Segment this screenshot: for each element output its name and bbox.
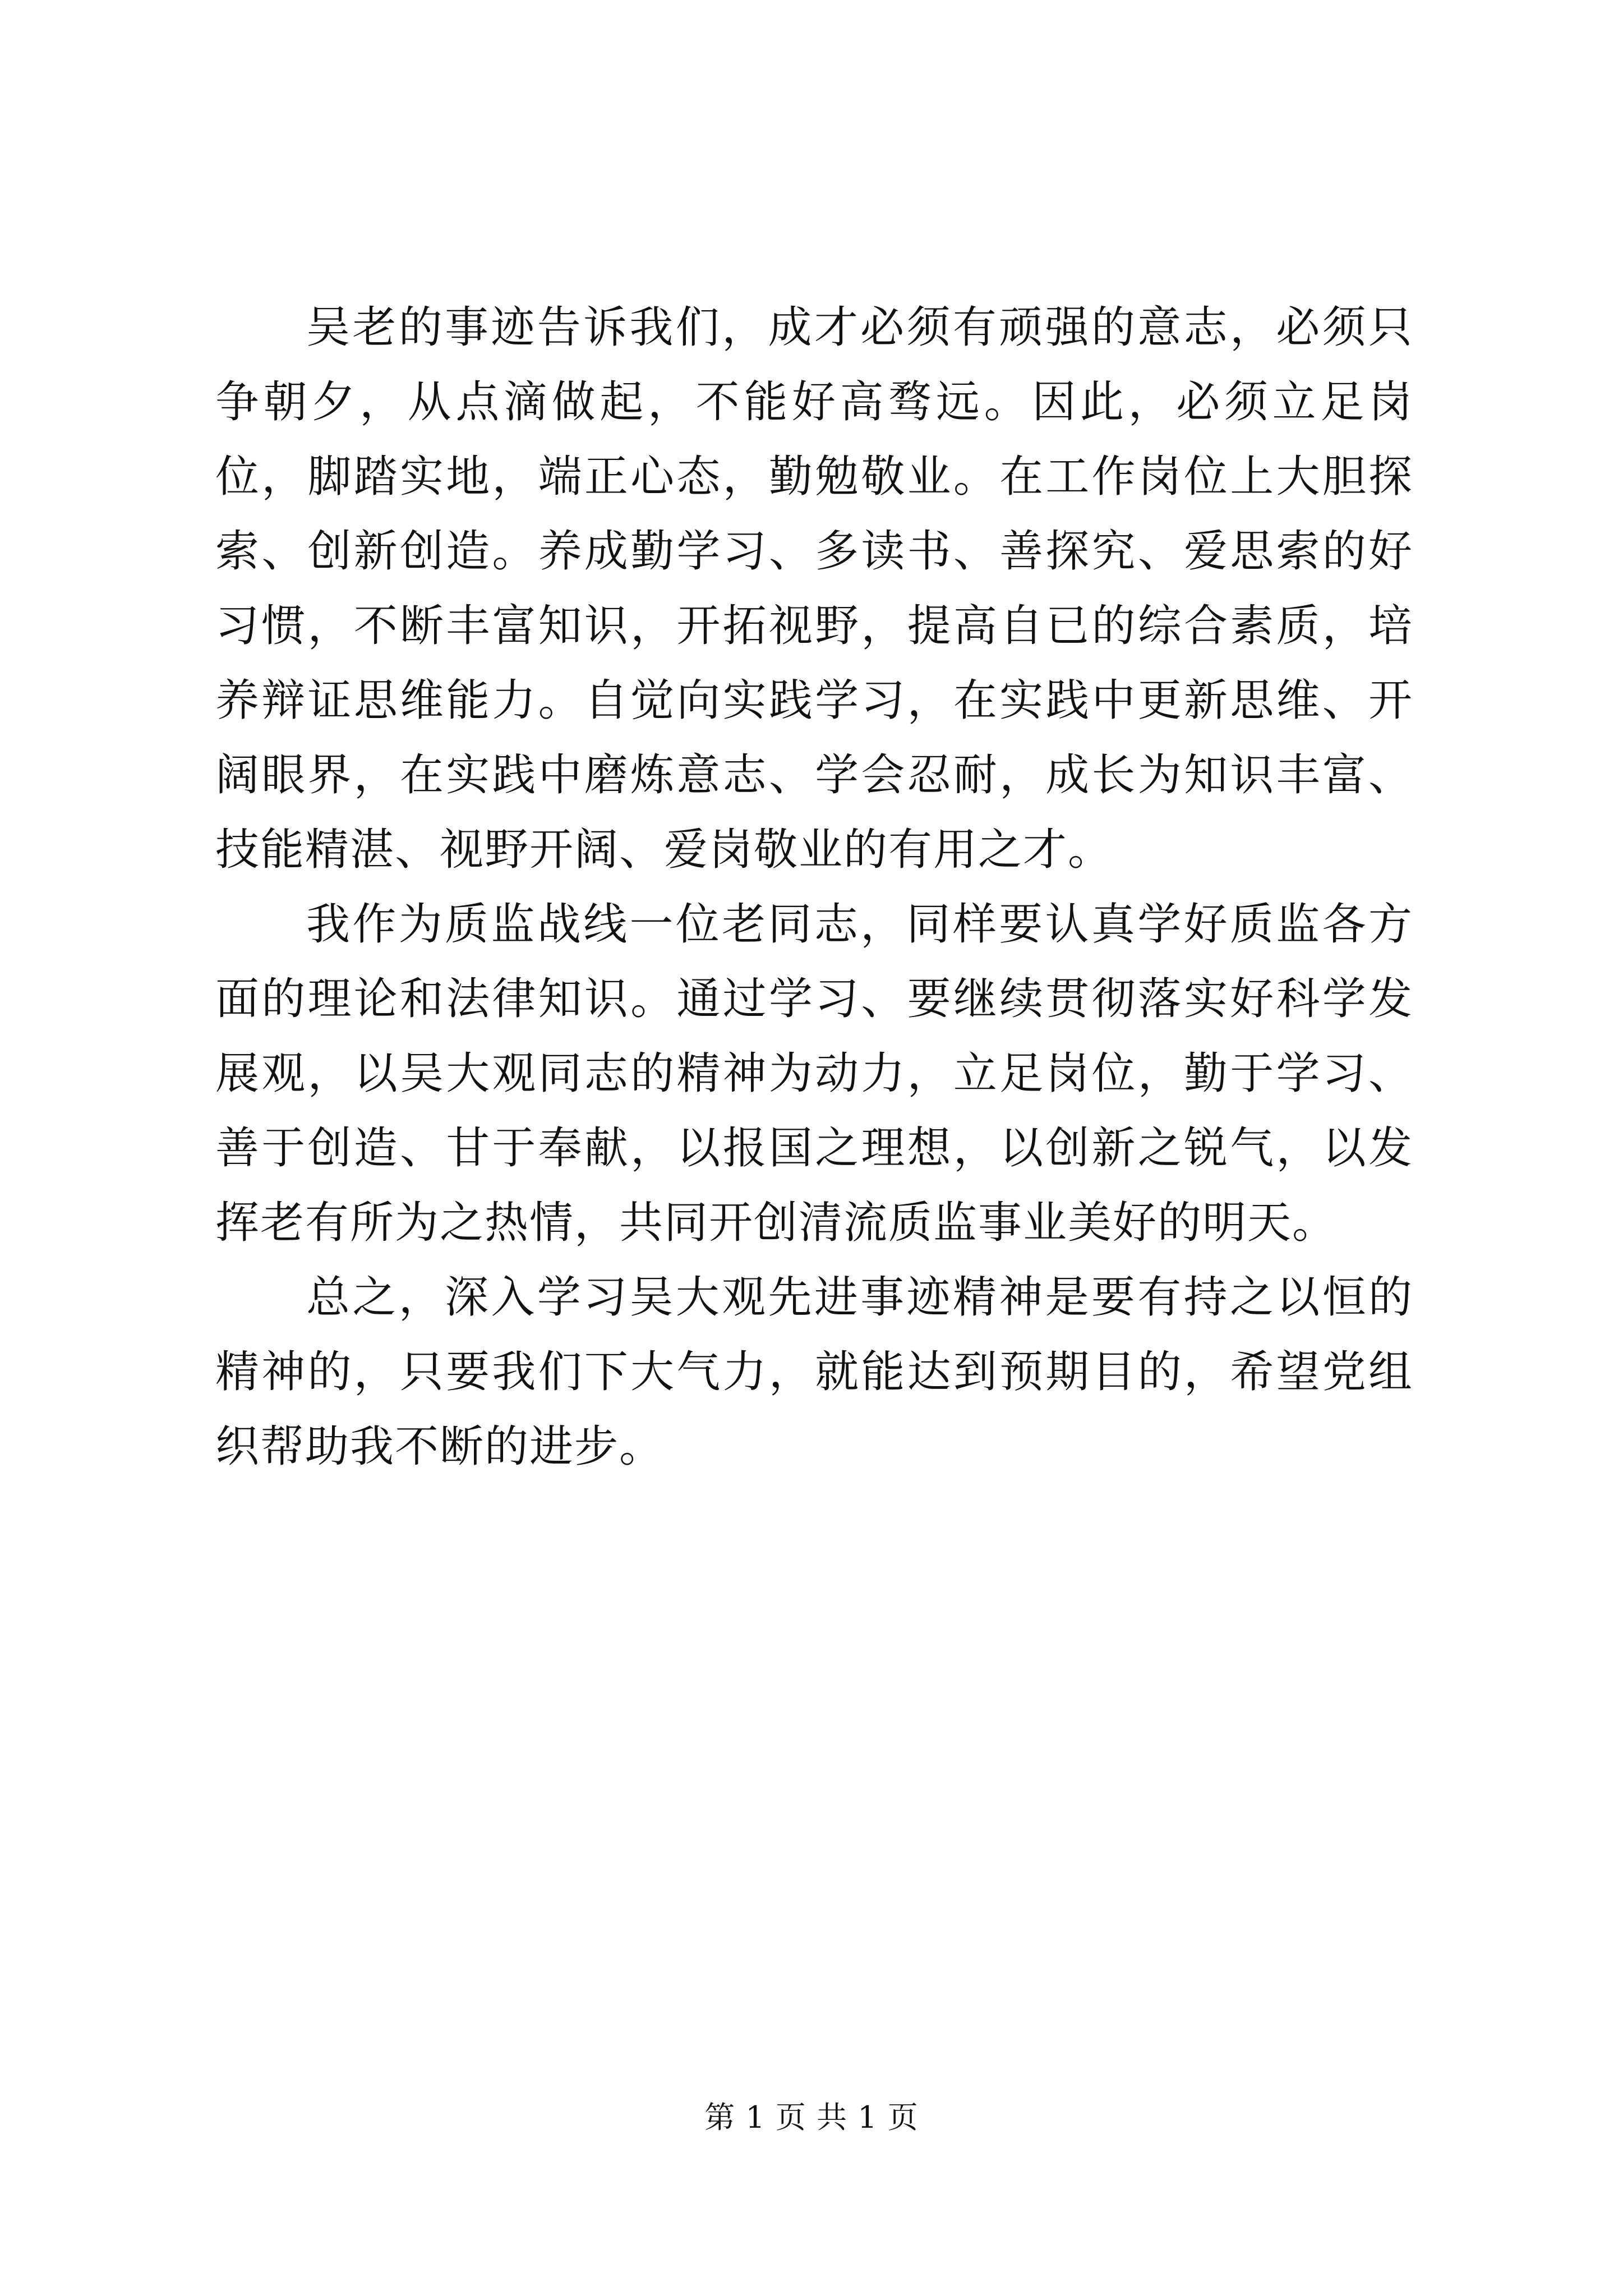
paragraph-1: 吴老的事迹告诉我们，成才必须有顽强的意志，必须只争朝夕，从点滴做起，不能好高骛远。因此，必须立足岗位，脚踏实地，端正心态，勤勉敬业。在工作岗位上大胆探索、创新创造。养成勤学习、多读书、善探究、爱思索的好习惯，不断丰富知识，开拓视野，提高自已的综合素质，培养辩证思维能力。自觉向实践学习，在实践中更新思维、开阔眼界，在实践中磨炼意志、学会忍耐，成长为知识丰富、技能精湛、视野开阔、爱岗敬业的有用之才。	[215, 302, 1413, 875]
paragraph-3: 总之，深入学习吴大观先进事迹精神是要有持之以恒的精神的，只要我们下大气力，就能达到预期目的，希望党组织帮助我不断的进步。	[215, 1272, 1413, 1472]
document-body	[215, 291, 1413, 1484]
paragraph-2: 我作为质监战线一位老同志，同样要认真学好质监各方面的理论和法律知识。通过学习、要继续贯彻落实好科学发展观，以吴大观同志的精神为动力，立足岗位，勤于学习、善于创造、甘于奉献，以报国之理想，以创新之锐气，以发挥老有所为之热情，共同开创清流质监事业美好的明天。	[215, 899, 1413, 1248]
page-footer: 第 1 页 共 1 页	[704, 2100, 919, 2135]
